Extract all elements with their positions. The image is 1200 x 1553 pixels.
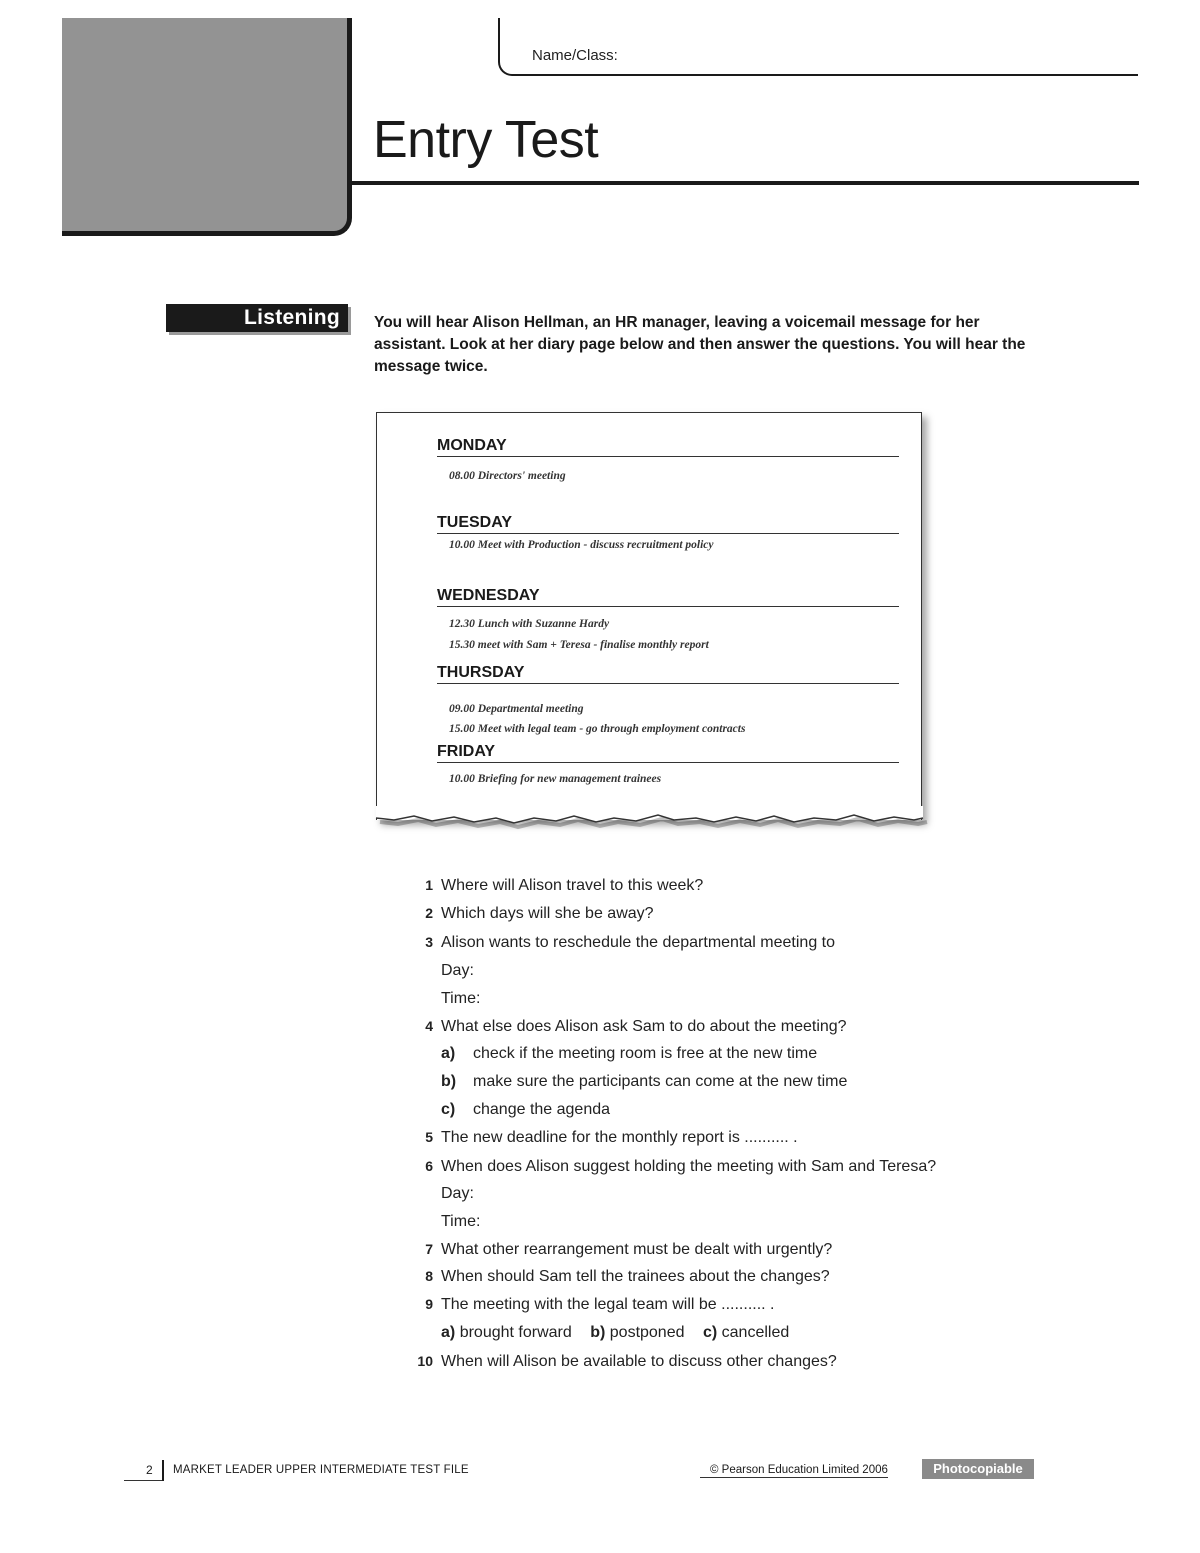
diary-entry: 09.00 Departmental meeting (449, 703, 584, 715)
option-label: c) (702, 1324, 718, 1341)
question-8 (425, 1268, 830, 1286)
option-text: cancelled (721, 1324, 790, 1341)
option-label: a) (441, 1324, 456, 1341)
question-text: When will Alison be available to discuss other changes? (441, 1353, 837, 1370)
diary-day: MONDAY (437, 437, 899, 457)
question-9 (425, 1296, 775, 1314)
diary-day: WEDNESDAY (437, 587, 899, 607)
question-7 (425, 1241, 833, 1259)
question-number: 8 (425, 1268, 433, 1284)
question-text: When should Sam tell the trainees about the changes? (441, 1268, 830, 1285)
question-number: 1 (425, 877, 433, 893)
footer-book-title: MARKET LEADER UPPER INTERMEDIATE TEST FILE (173, 1464, 469, 1476)
question-text: The new deadline for the monthly report is .......... . (441, 1129, 798, 1146)
title-rule (350, 181, 1139, 185)
option-row (441, 1073, 847, 1091)
footer-divider (162, 1460, 164, 1481)
option-text: change the agenda (473, 1101, 611, 1118)
page-number: 2 (146, 1463, 153, 1477)
question-text: What else does Alison ask Sam to do about the meeting? (441, 1018, 847, 1035)
question-3 (425, 934, 836, 952)
instructions-text: You will hear Alison Hellman, an HR manager, leaving a voicemail message for her assistant. Look at her diary page below and then answer the questions. You will hear the message twice. (374, 314, 1026, 375)
question-text: When does Alison suggest holding the meeting with Sam and Teresa? (441, 1158, 937, 1175)
question-number: 7 (425, 1241, 433, 1257)
question-text: Alison wants to reschedule the departmental meeting to (441, 934, 836, 951)
question-number: 2 (425, 905, 433, 921)
option-text: check if the meeting room is free at the new time (473, 1045, 818, 1062)
question-5 (425, 1129, 798, 1147)
question-text: Which days will she be away? (441, 905, 654, 922)
option-row (441, 1101, 610, 1119)
name-class-label: Name/Class: (532, 47, 618, 64)
option-text: postponed (609, 1324, 685, 1341)
question-number: 10 (417, 1353, 433, 1369)
diary-day: FRIDAY (437, 743, 899, 763)
diary-entry: 12.30 Lunch with Suzanne Hardy (449, 618, 610, 630)
question-number: 5 (425, 1129, 433, 1145)
question-text: What other rearrangement must be dealt with urgently? (441, 1241, 833, 1258)
question-number: 6 (425, 1158, 433, 1174)
diary-torn-edge (374, 806, 934, 836)
inline-options-row (441, 1324, 789, 1342)
diary-entry: 15.30 meet with Sam + Teresa - finalise monthly report (449, 639, 709, 651)
option-row (441, 1045, 817, 1063)
question-2 (425, 905, 654, 923)
question-number: 4 (425, 1018, 433, 1034)
option-text: make sure the participants can come at the new time (473, 1073, 848, 1090)
answer-day-label: Day: (441, 962, 474, 979)
answer-time-label: Time: (441, 1213, 481, 1230)
question-6 (425, 1158, 937, 1176)
diary-day: TUESDAY (437, 514, 899, 534)
answer-day-label: Day: (441, 1185, 474, 1202)
section-tab-listening: Listening (166, 304, 348, 332)
question-text: Where will Alison travel to this week? (441, 877, 704, 894)
diary-entry: 10.00 Meet with Production - discuss recruitment policy (449, 539, 714, 551)
question-4 (425, 1018, 847, 1036)
footer-copyright: © Pearson Education Limited 2006 (700, 1464, 888, 1478)
page-title: Entry Test (373, 111, 599, 169)
header-grey-block (62, 18, 352, 236)
question-1 (425, 877, 704, 895)
option-label: c) (441, 1101, 456, 1118)
option-label: b) (590, 1324, 606, 1341)
question-number: 3 (425, 934, 433, 950)
question-text: The meeting with the legal team will be .......... . (441, 1296, 775, 1313)
option-text: brought forward (459, 1324, 572, 1341)
photocopiable-badge: Photocopiable (922, 1459, 1034, 1479)
answer-time-label: Time: (441, 990, 481, 1007)
diary-entry: 15.00 Meet with legal team - go through employment contracts (449, 723, 746, 735)
option-label: b) (441, 1073, 457, 1090)
option-label: a) (441, 1045, 456, 1062)
question-10 (417, 1353, 837, 1371)
diary-entry: 08.00 Directors' meeting (449, 470, 566, 482)
footer-rule (124, 1480, 164, 1481)
diary-page (376, 412, 922, 820)
diary-entry: 10.00 Briefing for new management trainees (449, 773, 662, 785)
diary-day: THURSDAY (437, 664, 899, 684)
question-number: 9 (425, 1296, 433, 1312)
